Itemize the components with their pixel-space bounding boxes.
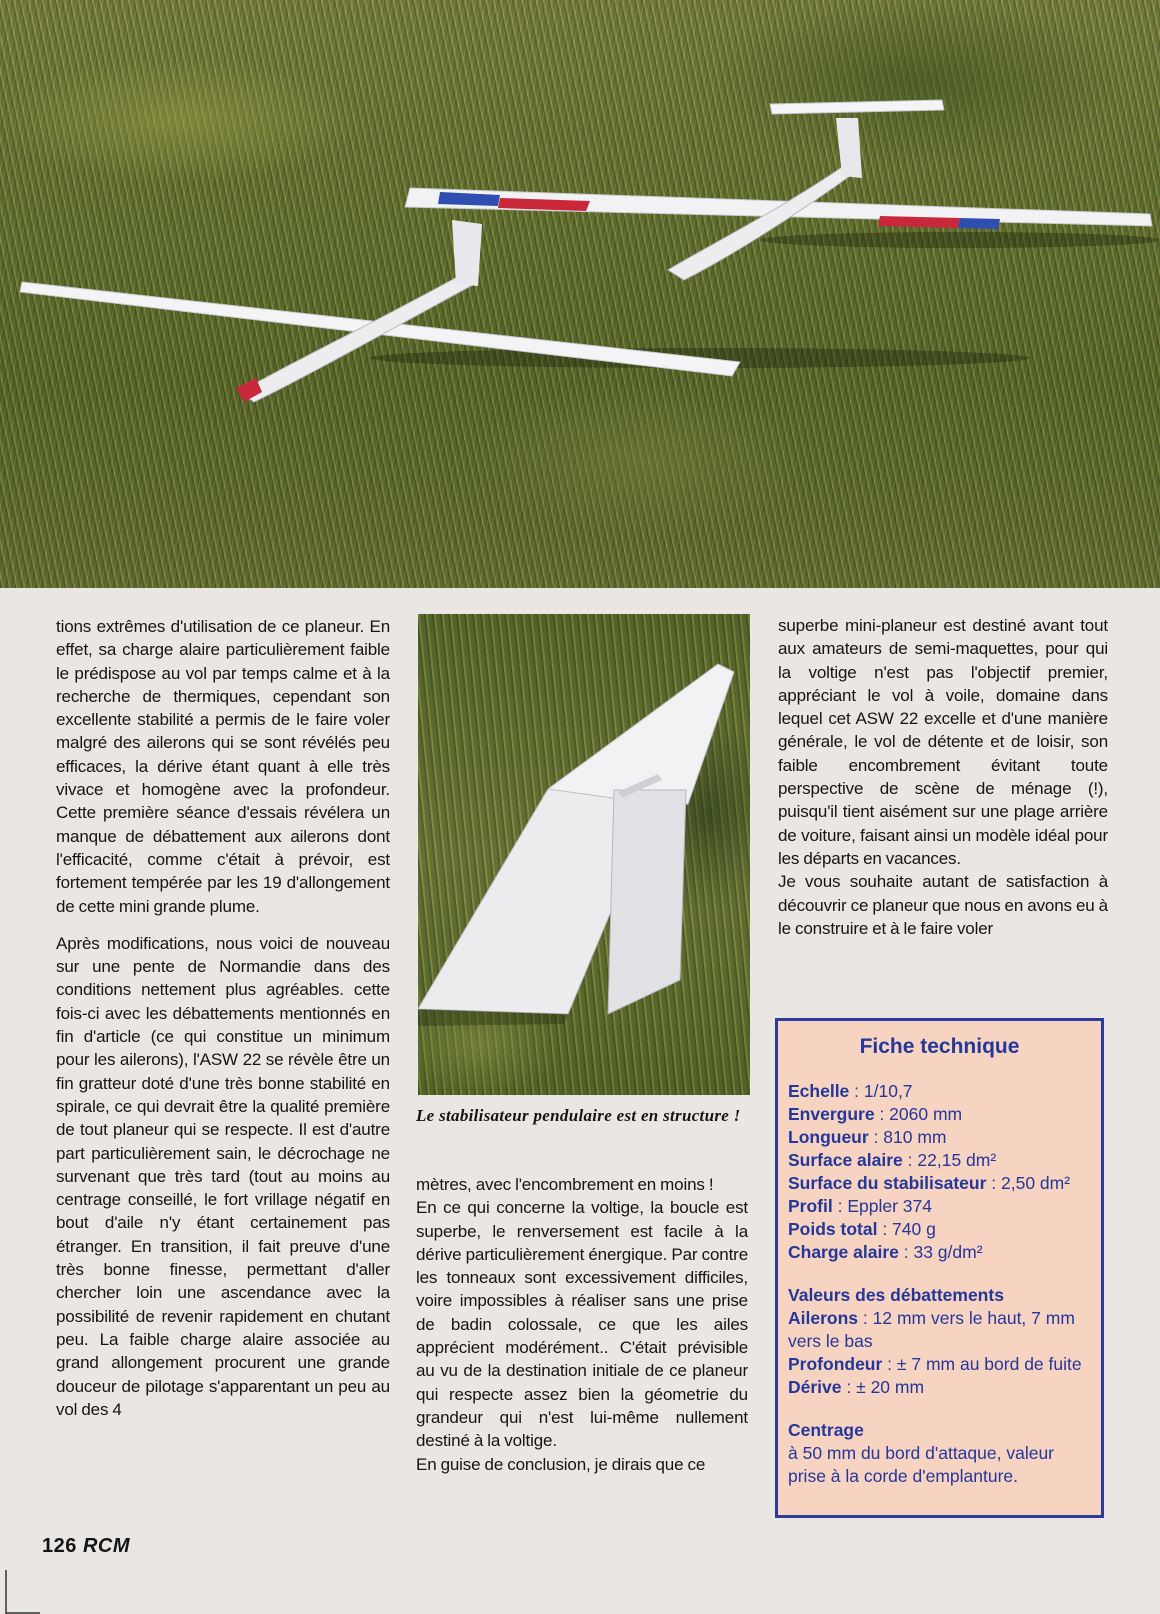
page-number: 126 — [42, 1535, 77, 1557]
fiche-technique-box — [775, 1018, 1104, 1518]
spec-value: : 740 g — [877, 1219, 936, 1239]
paragraph: Après modifications, nous voici de nouveau sur une pente de Normandie dans des conditions nettement plus agréables. cette fois-ci avec les débattements mentionnés en fin d'article (ce qui constitue un minimum pour les ailerons), l'ASW 22 se révèle être un fin gratteur doté d'une très bonne stabilité en spirale, ce qui devrait être la qualité première de tout planeur qui se respecte. Il est d'autre part particulièrement sain, le décrochage ne survenant que très tard (tout au moins au centrage conseillé, le fort vrillage négatif en bout d'aile n'y étant certainement pas étranger. En transition, il fait preuve d'une très bonne finesse, permettant d'aller chercher loin une ascendance avec la possibilité de revenir rapidement en chutant peu. La faible charge alaire associée au grand allongement procurent une grande douceur de pilotage s'apparentant un peu au vol des 4 — [56, 933, 390, 1419]
paragraph: tions extrêmes d'utilisation de ce planeur. En effet, sa charge alaire particulièrement faible le prédispose au vol par temps calme et à la recherche de thermiques, cependant son excellente stabilité a permis de le faire voler malgré des ailerons qui se sont révélés peu efficaces, la dérive étant quant à elle très vivace et homogène avec la profondeur. Cette première séance d'essais révélera un manque de débattement aux ailerons dont l'efficacité, comme c'était à prévoir, est fortement tempérée par les 19 d'allongement de cette mini grande plume. — [56, 617, 390, 916]
spec-label: Profil — [788, 1196, 833, 1216]
text-column-left — [56, 615, 390, 1421]
spec-row — [788, 1353, 1091, 1376]
stabilizer-photo — [418, 614, 750, 1095]
spec-label: Ailerons — [788, 1308, 859, 1328]
spec-label: Poids total — [788, 1219, 878, 1239]
spec-label: Envergure — [788, 1104, 875, 1124]
spec-value: : 1/10,7 — [849, 1081, 913, 1101]
spec-row — [788, 1126, 1091, 1149]
photo-caption: Le stabilisateur pendulaire est en structure ! — [416, 1106, 741, 1125]
spec-list — [788, 1080, 1091, 1264]
spec-label: Surface alaire — [788, 1150, 903, 1170]
glider-illustration — [0, 0, 1160, 588]
stabilizer-illustration — [418, 614, 750, 1095]
rear-glider — [405, 100, 1152, 280]
spec-row — [788, 1376, 1091, 1399]
crop-mark — [0, 1570, 40, 1614]
spec-label: Charge alaire — [788, 1242, 899, 1262]
spec-value: : 22,15 dm² — [902, 1150, 997, 1170]
spec-value: : 810 mm — [868, 1127, 947, 1147]
spec-row — [788, 1307, 1091, 1353]
spec-value: : 2060 mm — [874, 1104, 963, 1124]
debattements-list — [788, 1307, 1091, 1399]
spec-label: Profondeur — [788, 1354, 883, 1374]
spec-row — [788, 1080, 1091, 1103]
spec-row — [788, 1195, 1091, 1218]
fiche-title: Fiche technique — [859, 1035, 1020, 1058]
spec-row — [788, 1103, 1091, 1126]
spec-label: Dérive — [788, 1377, 842, 1397]
page-footer — [42, 1535, 130, 1558]
magazine-name: RCM — [82, 1535, 130, 1557]
front-glider — [20, 220, 740, 402]
spec-value: : 12 mm vers le haut, 7 mm vers le bas — [788, 1308, 1075, 1351]
spec-value: : Eppler 374 — [832, 1196, 932, 1216]
spec-row — [788, 1241, 1091, 1264]
debattements-title: Valeurs des débattements — [788, 1285, 1004, 1305]
spec-label: Echelle — [788, 1081, 850, 1101]
spec-value: : 33 g/dm² — [898, 1242, 983, 1262]
centrage-text: à 50 mm du bord d'attaque, valeur prise à la corde d'emplanture. — [788, 1443, 1055, 1486]
paragraph: superbe mini-planeur est destiné avant tout aux amateurs de semi-maquettes, pour qui la voltige n'est pas l'objectif premier, appréciant le vol à voile, domaine dans lequel cet ASW 22 excelle et d'une manière générale, le vol de détente et de loisir, son faible encombrement évitant toute perspective de scène de ménage (!), puisqu'il tient aisément sur une plage arrière de voiture, faisant ainsi un modèle idéal pour les départs en vacances. — [778, 616, 1108, 868]
spec-label: Longueur — [788, 1127, 869, 1147]
spec-row — [788, 1149, 1091, 1172]
spec-value: : ± 7 mm au bord de fuite — [882, 1354, 1082, 1374]
paragraph: Je vous souhaite autant de satisfaction à découvrir ce planeur que nous en avons eu à le construire et à le faire voler — [778, 872, 1108, 938]
paragraph: En ce qui concerne la voltige, la boucle est superbe, le renversement est facile à la dérive particulièrement énergique. Par contre les tonneaux sont excessivement difficiles, voire impossibles à réaliser sans une prise de badin colossale, ce que les ailes apprécient modérément.. C'était prévisible au vu de la destination initiale de ce planeur qui respecte assez bien la géometrie du grandeur qui n'est lui-même nullement destiné à la voltige. — [416, 1198, 748, 1451]
centrage-title: Centrage — [788, 1420, 864, 1440]
spec-value: : 2,50 dm² — [986, 1173, 1071, 1193]
spec-row — [788, 1218, 1091, 1241]
spec-row — [788, 1172, 1091, 1195]
paragraph: mètres, avec l'encombrement en moins ! — [416, 1175, 714, 1194]
hero-photo-gliders-on-grass — [0, 0, 1160, 588]
paragraph: En guise de conclusion, je dirais que ce — [416, 1454, 706, 1474]
spec-value: : ± 20 mm — [841, 1377, 925, 1397]
spec-label: Surface du stabilisateur — [788, 1173, 987, 1193]
text-column-right — [778, 614, 1108, 940]
text-column-middle — [416, 1173, 748, 1476]
